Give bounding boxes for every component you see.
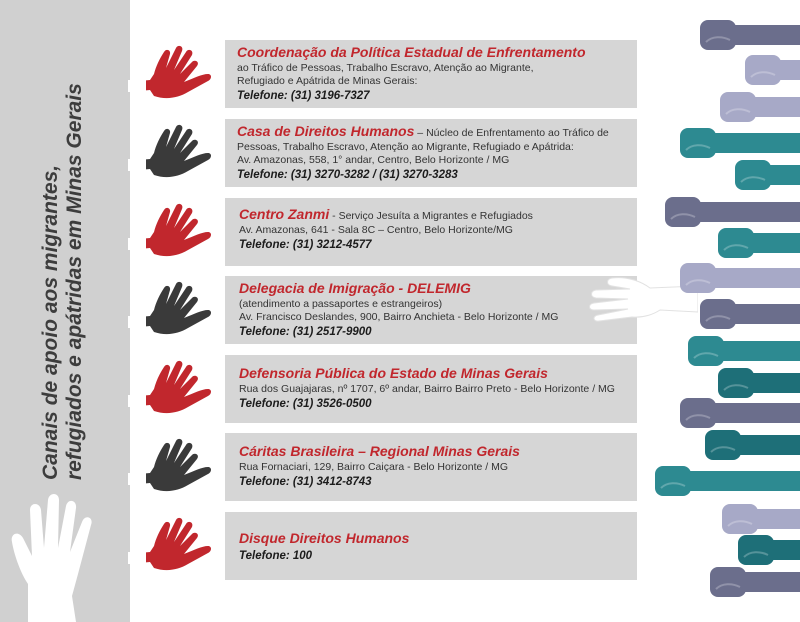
contact-card <box>225 198 637 266</box>
raised-fist-icon <box>700 299 800 329</box>
contact-line: Av. Francisco Deslandes, 900, Bairro Anchieta - Belo Horizonte / MG <box>239 311 559 323</box>
raised-fist-icon <box>722 504 800 534</box>
contact-phone: Telefone: (31) 3526-0500 <box>239 398 372 410</box>
contact-title-suffix: - Serviço Jesuíta a Migrantes e Refugiados <box>329 210 533 222</box>
contact-card <box>225 276 637 344</box>
sidebar-title-line1: Canais de apoio aos migrantes, <box>39 164 62 480</box>
contact-phone: Telefone: (31) 3270-3282 / (31) 3270-3283 <box>237 169 458 181</box>
open-hand-icon <box>10 492 110 622</box>
contact-line: Refugiado e Apátrida de Minas Gerais: <box>237 75 418 87</box>
open-hand-icon <box>128 437 212 497</box>
contact-line: (atendimento a passaportes e estrangeiros) <box>239 298 443 310</box>
contact-line: Pessoas, Trabalho Escravo, Atenção ao Migrante, Refugiado e Apátrida: <box>237 141 574 153</box>
contact-title: Defensoria Pública do Estado de Minas Gerais <box>239 365 548 381</box>
contact-card <box>225 119 637 187</box>
raised-fist-icon <box>738 535 800 565</box>
raised-fist-icon <box>680 398 800 428</box>
contact-phone: Telefone: 100 <box>239 550 313 562</box>
raised-fist-icon <box>688 336 800 366</box>
sidebar <box>0 0 130 622</box>
contact-title: Casa de Direitos Humanos <box>237 123 415 139</box>
contact-line: Av. Amazonas, 558, 1° andar, Centro, Belo Horizonte / MG <box>237 154 510 166</box>
contact-line: Rua Fornaciari, 129, Bairro Caiçara - Belo Horizonte / MG <box>239 461 509 473</box>
open-hand-icon <box>128 359 212 419</box>
contact-card <box>225 512 637 580</box>
contact-title: Coordenação da Política Estadual de Enfrentamento <box>237 44 586 60</box>
contact-phone: Telefone: (31) 2517-9900 <box>239 326 372 338</box>
raised-fist-icon <box>655 466 800 496</box>
raised-fist-icon <box>680 128 800 158</box>
contact-line: ao Tráfico de Pessoas, Trabalho Escravo, Atenção ao Migrante, <box>237 62 534 74</box>
contact-phone: Telefone: (31) 3412-8743 <box>239 476 372 488</box>
contact-title: Centro Zanmi <box>239 206 330 222</box>
contact-title: Delegacia de Imigração - DELEMIG <box>239 280 471 296</box>
open-hand-icon <box>128 280 212 340</box>
open-hand-icon <box>128 44 212 104</box>
contact-title: Cáritas Brasileira – Regional Minas Gerais <box>239 443 520 459</box>
raised-fist-icon <box>718 368 800 398</box>
sidebar-title <box>13 10 113 480</box>
contact-title: Disque Direitos Humanos <box>239 530 410 546</box>
raised-fist-icon <box>705 430 800 460</box>
contact-line: Av. Amazonas, 641 - Sala 8C – Centro, Belo Horizonte/MG <box>239 224 513 236</box>
raised-fist-icon <box>680 263 800 293</box>
sidebar-title-line2: refugiados e apátridas em Minas Gerais <box>63 83 86 480</box>
open-hand-icon <box>128 123 212 183</box>
raised-fist-icon <box>735 160 800 190</box>
raised-fist-icon <box>710 567 800 597</box>
contact-line: Rua dos Guajajaras, nº 1707, 6º andar, Bairro Bairro Preto - Belo Horizonte / MG <box>239 383 615 395</box>
raised-fist-icon <box>720 92 800 122</box>
raised-fist-icon <box>718 228 800 258</box>
contact-card <box>225 355 637 423</box>
raised-fist-icon <box>745 55 800 85</box>
contact-title-suffix: – Núcleo de Enfrentamento ao Tráfico de <box>414 127 609 139</box>
open-hand-icon <box>128 516 212 576</box>
contact-phone: Telefone: (31) 3212-4577 <box>239 239 372 251</box>
raised-fist-icon <box>665 197 800 227</box>
contact-card <box>225 40 637 108</box>
contact-card <box>225 433 637 501</box>
raised-fist-icon <box>700 20 800 50</box>
contact-phone: Telefone: (31) 3196-7327 <box>237 90 370 102</box>
open-hand-icon <box>128 202 212 262</box>
